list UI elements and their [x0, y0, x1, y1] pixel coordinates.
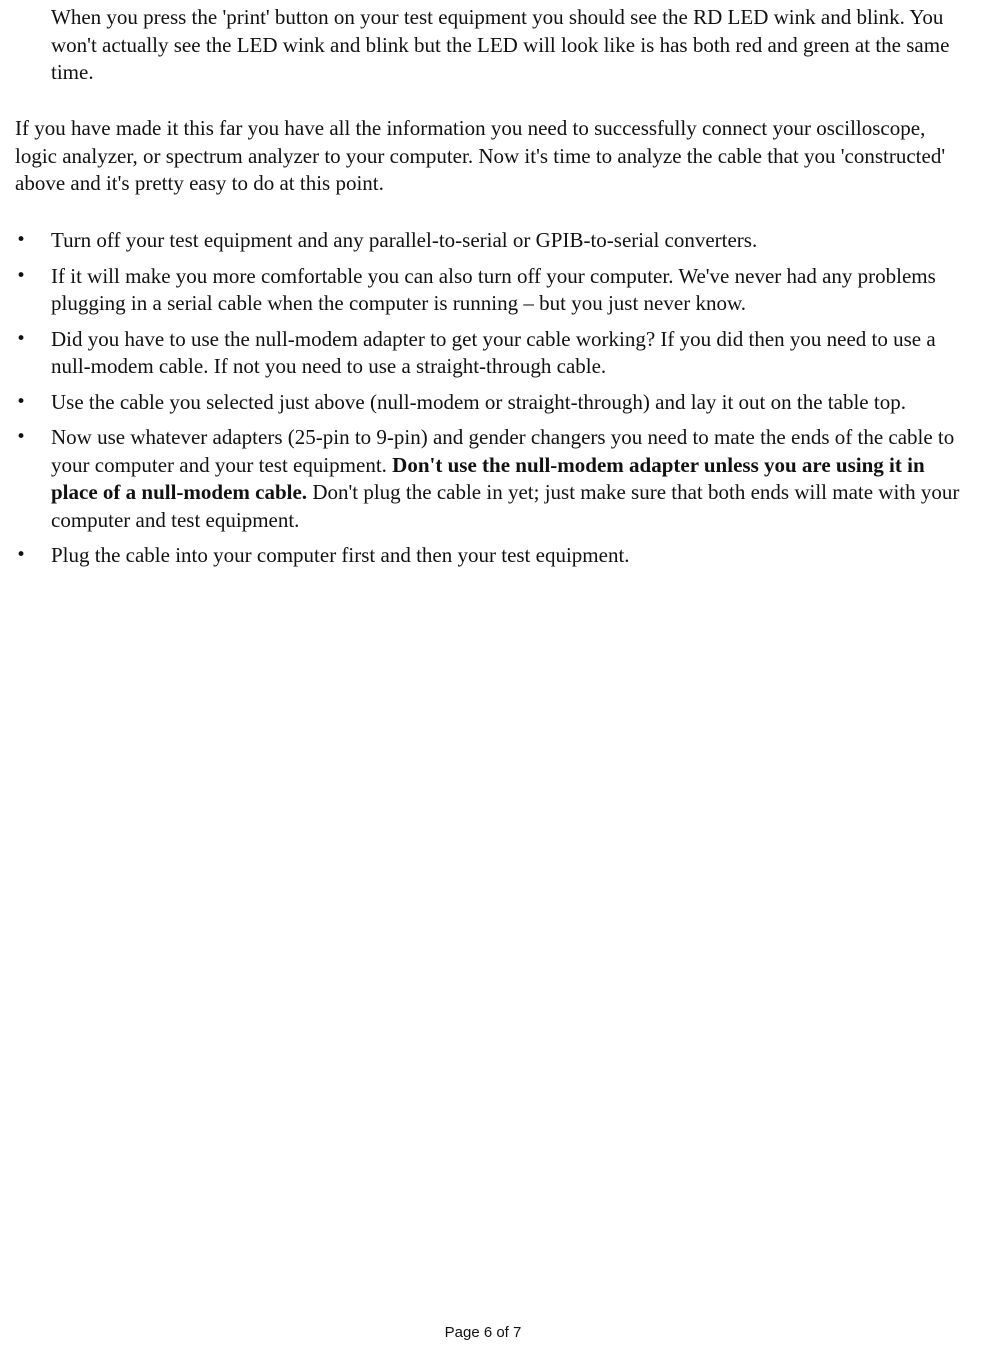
main-paragraph: If you have made it this far you have all the information you need to successfully connect your oscilloscope, logic analyzer, or spectrum analyzer to your computer. Now it's time to analyze the cable that you 'constructed' above and it's pretty easy to do at this point.: [15, 116, 946, 195]
bullet-icon: •: [16, 391, 27, 412]
intro-paragraph: When you press the 'print' button on your test equipment you should see the RD LED wink and blink. You won't actually see the LED wink and blink but the LED will look like is has both red and green at the same time.: [51, 5, 950, 84]
list-item-text: Turn off your test equipment and any parallel-to-serial or GPIB-to-serial converters.: [51, 228, 758, 252]
list-item-text-after: Don't plug the cable in yet; just make sure that both ends will mate with your computer and test equipment.: [51, 480, 960, 532]
list-item-text: If it will make you more comfortable you can also turn off your computer. We've never had any problems plugging in a serial cable when the computer is running – but you just never know.: [51, 263, 936, 315]
list-item: [0, 326, 960, 381]
bullet-list: [0, 227, 960, 578]
bullet-icon: •: [16, 230, 27, 250]
bullet-icon: •: [16, 545, 27, 565]
bullet-icon: •: [16, 328, 27, 349]
list-item-text: Did you have to use the null-modem adapter to get your cable working? If you did then you need to use a null-modem cable. If not you need to use a straight-through cable.: [51, 326, 936, 378]
list-item: [0, 389, 960, 417]
list-item: [0, 263, 960, 318]
list-item: [0, 424, 960, 534]
list-item: [0, 542, 960, 570]
list-item: [0, 227, 960, 255]
page-number: Page 6 of 7: [444, 1324, 522, 1341]
list-item-text: Use the cable you selected just above (null-modem or straight-through) and lay it out on the table top.: [51, 389, 906, 414]
bullet-icon: •: [16, 427, 27, 447]
list-item-bold-warning: Don't use the null-modem adapter unless you are using it in place of a null-modem cable.: [51, 452, 925, 504]
list-item-text: Plug the cable into your computer first and then your test equipment.: [51, 543, 630, 567]
bullet-icon: •: [16, 265, 27, 286]
list-item-text-before: Now use whatever adapters (25-pin to 9-pin) and gender changers you need to mate the ends of the cable to your computer and your test equipment.: [51, 425, 955, 477]
